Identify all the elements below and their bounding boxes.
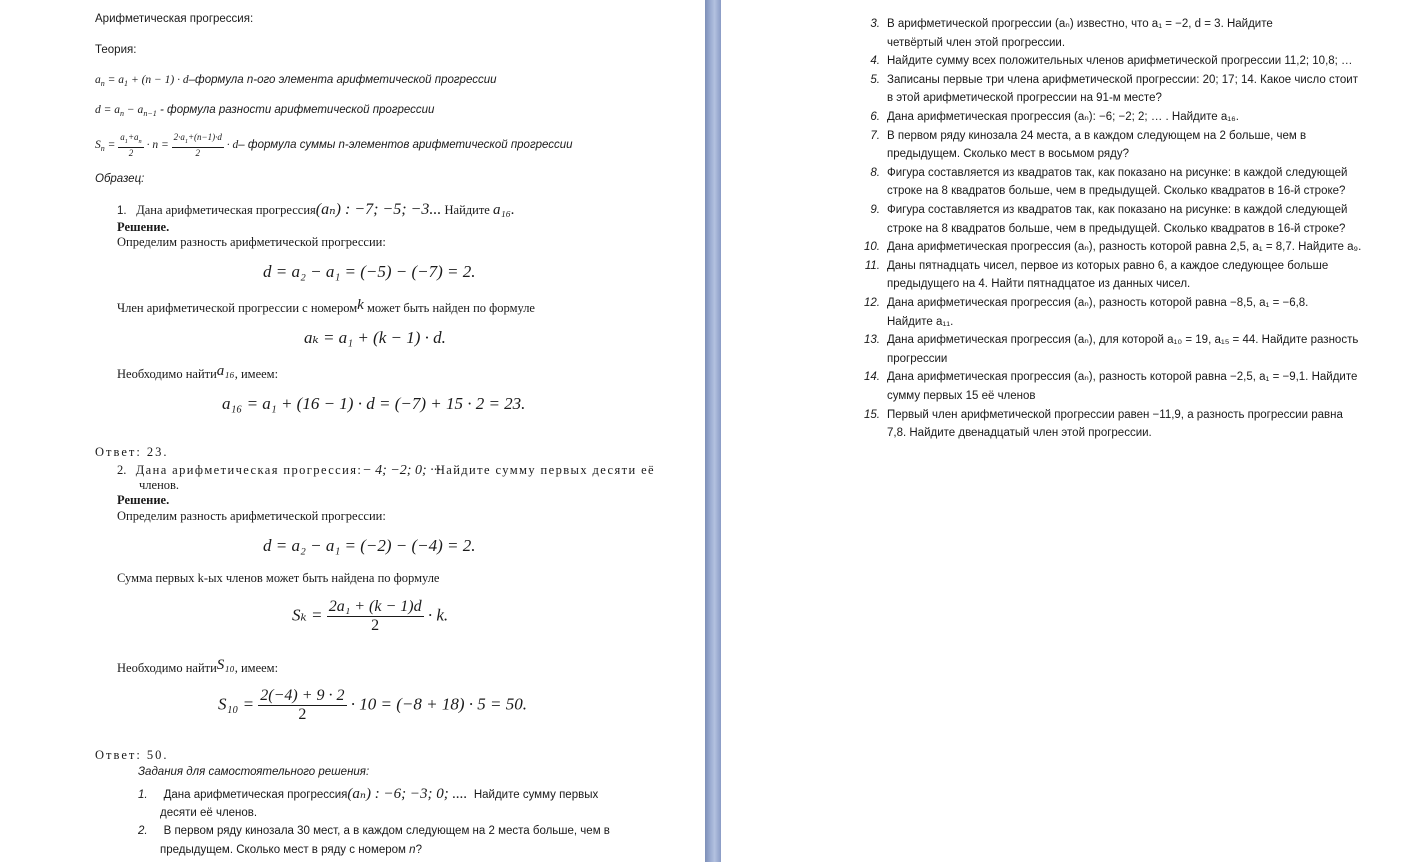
exercise-3-line-2: четвёртый член этой прогрессии. (887, 36, 1066, 49)
exercise-6-line-1: Дана арифметическая прогрессия (aₙ): −6; −2; 2; … . Найдите a₁₆. (887, 111, 1240, 123)
task-1 (138, 787, 598, 802)
example-1-text: Дана арифметическая прогрессия (136, 203, 316, 217)
example-2-need-text (117, 658, 278, 675)
exercise-11-line-2: предыдущего на 4. Найти пятнадцатое из данных чисел. (887, 278, 1191, 291)
task-1-number: 1. (138, 789, 148, 801)
example-1-diff-text: Определим разность арифметической прогрессии: (117, 235, 386, 249)
example-1-need-var: a₁₆ (216, 363, 235, 379)
example-2-sum-denominator: 2 (371, 617, 380, 634)
example-2-need-text-a: Необходимо найти (117, 661, 217, 675)
example-1-sequence: (aₙ) : −7; −5; −3... (315, 201, 442, 218)
example-2-sum-numerator: 2a₁ + (k − 1)d (328, 598, 422, 615)
example-1-result-formula: a₁₆ = a₁ + (16 − 1) · d = (−7) + 15 · 2 = 23. (222, 394, 526, 413)
exercise-12-number: 12. (864, 297, 880, 309)
example-2-answer: Ответ: 50. (95, 748, 169, 762)
example-2-number: 2. (117, 463, 127, 477)
task-1-cont: десяти её членов. (160, 807, 258, 819)
tasks-label: Задания для самостоятельного решения: (138, 766, 370, 778)
page-gutter (705, 0, 721, 862)
exercise-11-line-1: Даны пятнадцать чисел, первое из которых равно 6, а каждое следующее больше (887, 259, 1329, 272)
doc-title: Арифметическая прогрессия: (95, 13, 254, 25)
left-page (0, 0, 705, 862)
example-1-target: a₁₆. (493, 202, 515, 218)
exercise-8-number: 8. (870, 166, 880, 179)
formula-nth-term-expr: $a_n = a_1 + (n - 1) \cdot d$ (95, 74, 189, 88)
exercise-5-line-1: Записаны первые три члена арифметической прогрессии: 20; 17; 14. Какое число стоит (887, 73, 1358, 86)
exercise-9-line-1: Фигура составляется из квадратов так, как показано на рисунке: в каждой следующей (887, 204, 1348, 216)
task-2-var: n (409, 844, 416, 856)
exercise-12-line-2: Найдите a₁₁. (887, 315, 954, 328)
exercise-8-line-1: Фигура составляется из квадратов так, как показано на рисунке: в каждой следующей (887, 166, 1348, 179)
example-2-result-rhs: · 10 = (−8 + 18) · 5 = 50. (350, 694, 528, 714)
example-2-solution-label: Решение. (117, 493, 170, 507)
example-1-diff-formula: d = a₂ − a₁ = (−5) − (−7) = 2. (263, 262, 476, 281)
exercise-13-line-1: Дана арифметическая прогрессия (aₙ), для которой a₁₀ = 19, a₁₅ = 44. Найдите разность (887, 334, 1359, 347)
formula-sum-caption: – формула суммы n-элементов арифметической прогрессии (238, 139, 573, 151)
formula-difference-caption: - формула разности арифметической прогрессии (160, 104, 435, 116)
exercise-8-line-2: строке на 8 квадратов больше, чем в предыдущей. Сколько квадратов в 16-й строке? (887, 185, 1346, 198)
exercise-3-number: 3. (870, 18, 880, 30)
formula-sum-expr: $S_n$ = $\frac{a_1+a_n}{2}$ · n = $\frac{2\cdot a_1+(n-1)\cdot d}{2}$ · d (95, 132, 239, 159)
example-1-statement (117, 203, 515, 218)
formula-difference (95, 103, 434, 121)
exercise-14-line-1: Дана арифметическая прогрессия (aₙ), разность которой равна −2,5, a₁ = −9,1. Найдите (887, 371, 1358, 384)
example-2-sequence: − 4; −2; 0; ··· (362, 463, 441, 478)
exercise-13-line-2: прогрессии (887, 352, 948, 365)
example-2-statement (117, 463, 655, 478)
example-2-sum-formula (292, 598, 448, 635)
exercise-4-line-1: Найдите сумму всех положительных членов арифметической прогрессии 11,2; 10,8; … (887, 55, 1353, 68)
task-1-sequence: (aₙ) : −6; −3; 0; .... (347, 786, 468, 802)
task-2-number: 2. (138, 825, 148, 837)
task-1-find: Найдите сумму первых (473, 789, 599, 801)
exercise-5-number: 5. (870, 73, 880, 86)
task-2-cont (160, 843, 422, 857)
exercise-11-number: 11. (864, 259, 880, 272)
task-2-end: ? (415, 844, 422, 856)
example-2-result-denominator: 2 (298, 706, 307, 723)
example-1-solution-label: Решение. (117, 220, 170, 234)
example-1-need-text (117, 364, 278, 381)
example-1-member-text-b: может быть найден по формуле (366, 301, 535, 315)
exercise-7-number: 7. (870, 129, 880, 142)
exercise-15-line-1: Первый член арифметической прогрессии равен −11,9, а разность прогрессии равна (887, 408, 1343, 421)
exercise-10-line-1: Дана арифметическая прогрессия (aₙ), разность которой равна 2,5, a₁ = 8,7. Найдите a₉. (887, 241, 1362, 254)
sample-label: Образец: (95, 173, 145, 185)
exercise-15-number: 15. (864, 408, 880, 421)
exercise-14-number: 14. (864, 371, 880, 384)
example-1-number: 1. (117, 205, 127, 217)
exercise-9-number: 9. (870, 204, 880, 216)
example-2-sum-text: Сумма первых k-ых членов может быть найдена по формуле (117, 571, 440, 585)
example-2-sum-rhs: · k. (427, 605, 449, 625)
exercise-3-line-1: В арифметической прогрессии (aₙ) известно, что a₁ = −2, d = 3. Найдите (887, 18, 1273, 30)
example-1-need-text-b: , имеем: (234, 367, 279, 381)
task-2-text: В первом ряду кинозала 30 мест, а в каждом следующем на 2 места больше, чем в (163, 825, 610, 837)
task-2 (138, 824, 610, 838)
exercise-9-line-2: строке на 8 квадратов больше, чем в предыдущей. Сколько квадратов в 16-й строке? (887, 222, 1346, 235)
example-2-diff-formula: d = a₂ − a₁ = (−2) − (−4) = 2. (263, 536, 476, 555)
task-2-text-b: предыдущем. Сколько мест в ряду с номером (160, 844, 406, 856)
example-1-answer: Ответ: 23. (95, 445, 169, 459)
example-1-member-text (117, 298, 535, 315)
example-1-member-text-a: Член арифметической прогрессии с номером (117, 301, 358, 315)
exercise-14-line-2: сумму первых 15 её членов (887, 390, 1036, 402)
example-2-statement-cont: членов. (139, 478, 180, 492)
exercise-7-line-2: предыдущем. Сколько мест в восьмом ряду? (887, 148, 1129, 161)
formula-difference-expr: $d = a_n - a_{n-1}$ (95, 104, 157, 118)
formula-sum (95, 131, 573, 163)
example-2-sum-lhs: Sₖ = (292, 605, 323, 625)
example-1-member-k: k (357, 297, 364, 313)
example-2-need-var: S₁₀ (216, 657, 235, 673)
example-2-result-lhs: S₁₀ = (218, 694, 255, 714)
example-1-need-text-a: Необходимо найти (117, 367, 217, 381)
example-1-find: Найдите (444, 203, 490, 217)
exercise-10-number: 10. (864, 241, 880, 254)
example-2-find: Найдите сумму первых десяти её (435, 463, 655, 477)
example-1-member-formula: aₖ = a₁ + (k − 1) · d. (304, 328, 446, 347)
example-2-result-formula (218, 687, 527, 724)
exercise-12-line-1: Дана арифметическая прогрессия (aₙ), разность которой равна −8,5, a₁ = −6,8. (887, 297, 1309, 309)
task-1-text: Дана арифметическая прогрессия (163, 789, 348, 801)
example-2-result-numerator: 2(−4) + 9 · 2 (260, 687, 345, 704)
example-2-text: Дана арифметическая прогрессия: (135, 463, 363, 477)
theory-label: Теория: (95, 44, 137, 56)
exercise-13-number: 13. (864, 334, 880, 347)
exercise-4-number: 4. (870, 55, 880, 68)
exercise-7-line-1: В первом ряду кинозала 24 места, а в каждом следующем на 2 больше, чем в (887, 129, 1307, 142)
example-2-need-text-b: , имеем: (234, 661, 279, 675)
formula-nth-term-caption: –формула n-ого элемента арифметической прогрессии (188, 74, 497, 86)
exercise-6-number: 6. (870, 111, 880, 123)
exercise-15-line-2: 7,8. Найдите двенадцатый член этой прогрессии. (887, 427, 1152, 440)
example-2-diff-text: Определим разность арифметической прогрессии: (117, 509, 386, 523)
exercise-5-line-2: в этой арифметической прогрессии на 91-м месте? (887, 92, 1162, 105)
formula-nth-term (95, 73, 497, 91)
